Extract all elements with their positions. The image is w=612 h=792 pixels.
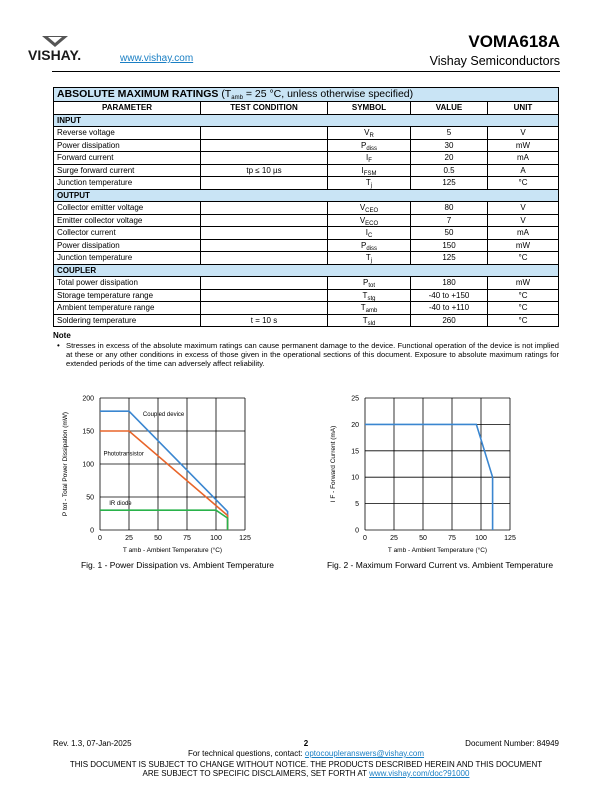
cell-symbol — [328, 277, 411, 290]
series-label: Phototransistor — [103, 451, 144, 458]
cell-unit: °C — [488, 252, 559, 265]
table-title-cond: (T — [221, 88, 232, 100]
x-axis-label: T amb - Ambient Temperature (°C) — [387, 547, 488, 554]
col-value: VALUE — [411, 102, 488, 115]
x-tick-label: 25 — [390, 535, 398, 542]
cell-value: 80 — [411, 202, 488, 215]
cell-value: -40 to +150 — [411, 289, 488, 302]
symbol-main: T — [365, 253, 371, 263]
note-heading: Note — [53, 331, 71, 340]
y-tick-label: 20 — [351, 421, 359, 429]
cell-symbol — [328, 152, 411, 165]
symbol-subscript: C — [367, 233, 373, 240]
col-symbol: SYMBOL — [328, 102, 411, 115]
section-label: COUPLER — [54, 264, 559, 277]
x-tick-label: 100 — [210, 535, 222, 542]
fig2-forward-current-chart — [320, 390, 560, 555]
cell-symbol — [328, 164, 411, 177]
section-label: OUTPUT — [54, 189, 559, 202]
symbol-subscript: CEO — [365, 208, 379, 215]
document-number: Document Number: 84949 — [465, 739, 559, 748]
cell-unit: °C — [488, 314, 559, 327]
table-row — [54, 277, 559, 290]
vishay-logo — [28, 36, 114, 66]
cell-unit: mW — [488, 139, 559, 152]
cell-unit: A — [488, 164, 559, 177]
symbol-main: T — [362, 315, 368, 325]
note-text: Stresses in excess of the absolute maximum ratings can cause permanent damage to the device. Functional operation of the device is not implied at these or any other conditions in excess of those given in the operational sections of this document. Exposure to absolute maximum ratings for extended periods of the time can adversely affect reliability. — [66, 341, 559, 368]
table-title-rest: = 25 °C, unless otherwise specified) — [242, 88, 414, 100]
col-test-condition: TEST CONDITION — [201, 102, 328, 115]
col-unit: UNIT — [488, 102, 559, 115]
table-row — [54, 227, 559, 240]
fig1-power-dissipation-chart — [55, 390, 300, 555]
symbol-main: I — [365, 228, 368, 238]
table-row — [54, 289, 559, 302]
symbol-subscript: F — [368, 158, 372, 165]
symbol-subscript: FSM — [363, 170, 377, 177]
y-tick-label: 50 — [86, 494, 94, 502]
y-axis-label: P tot - Total Power Dissipation (mW) — [62, 411, 69, 517]
cell-condition — [201, 177, 328, 190]
symbol-subscript: ECO — [365, 220, 379, 227]
cell-condition — [201, 214, 328, 227]
cell-value: 5 — [411, 127, 488, 140]
fig1-caption: Fig. 1 - Power Dissipation vs. Ambient Temperature — [80, 560, 275, 570]
cell-symbol — [328, 252, 411, 265]
symbol-main: T — [360, 303, 366, 313]
symbol-subscript: diss — [366, 145, 377, 152]
symbol-subscript: j — [370, 183, 373, 190]
symbol-main: P — [362, 278, 369, 288]
cell-condition — [201, 139, 328, 152]
section-label: INPUT — [54, 114, 559, 127]
y-tick-label: 5 — [355, 501, 359, 509]
x-tick-label: 75 — [448, 535, 456, 542]
cell-value: 0.5 — [411, 164, 488, 177]
cell-symbol — [328, 202, 411, 215]
technical-contact — [0, 749, 612, 758]
series-label: IR diode — [109, 500, 132, 507]
cell-parameter: Ambient temperature range — [54, 302, 201, 315]
disclaimer-line-1: THIS DOCUMENT IS SUBJECT TO CHANGE WITHOUT NOTICE. THE PRODUCTS DESCRIBED HEREIN AND THIS DOCUMENT — [69, 760, 543, 769]
cell-parameter: Power dissipation — [54, 239, 201, 252]
table-row — [54, 164, 559, 177]
cell-parameter: Junction temperature — [54, 252, 201, 265]
cell-symbol — [328, 139, 411, 152]
cell-condition — [201, 277, 328, 290]
series-line — [100, 411, 228, 530]
symbol-main: V — [359, 215, 366, 225]
cell-parameter: Power dissipation — [54, 139, 201, 152]
cell-condition — [201, 227, 328, 240]
logo-text: VISHAY. — [28, 47, 82, 63]
cell-symbol — [328, 127, 411, 140]
x-axis-label: T amb - Ambient Temperature (°C) — [122, 547, 223, 554]
cell-parameter: Collector current — [54, 227, 201, 240]
cell-symbol — [328, 177, 411, 190]
cell-condition — [201, 152, 328, 165]
y-tick-label: 200 — [82, 395, 94, 403]
table-row — [54, 252, 559, 265]
cell-value: -40 to +110 — [411, 302, 488, 315]
y-tick-label: 150 — [82, 428, 94, 436]
table-row — [54, 202, 559, 215]
section-row — [54, 114, 559, 127]
cell-symbol — [328, 214, 411, 227]
symbol-main: V — [359, 203, 366, 213]
table-row — [54, 127, 559, 140]
symbol-subscript: stg — [367, 295, 376, 302]
cell-value: 50 — [411, 227, 488, 240]
table-row — [54, 177, 559, 190]
cell-parameter: Junction temperature — [54, 177, 201, 190]
cell-symbol — [328, 239, 411, 252]
table-title — [54, 88, 559, 102]
table-row — [54, 214, 559, 227]
y-tick-label: 10 — [351, 474, 359, 482]
cell-value: 180 — [411, 277, 488, 290]
cell-condition: tp ≤ 10 µs — [201, 164, 328, 177]
cell-parameter: Forward current — [54, 152, 201, 165]
symbol-subscript: j — [370, 258, 373, 265]
x-tick-label: 100 — [475, 535, 487, 542]
cell-unit: mA — [488, 152, 559, 165]
cell-value: 7 — [411, 214, 488, 227]
cell-condition — [201, 302, 328, 315]
series-line — [100, 510, 228, 530]
vishay-url-link[interactable]: www.vishay.com — [120, 53, 194, 64]
cell-unit: V — [488, 214, 559, 227]
y-tick-label: 25 — [351, 395, 359, 403]
symbol-subscript: tot — [368, 283, 375, 290]
cell-unit: mW — [488, 239, 559, 252]
cell-value: 125 — [411, 177, 488, 190]
y-tick-label: 0 — [355, 527, 359, 535]
y-axis-label: I F - Forward Current (mA) — [330, 425, 337, 503]
cell-symbol — [328, 314, 411, 327]
cell-parameter: Emitter collector voltage — [54, 214, 201, 227]
symbol-subscript: amb — [365, 308, 378, 315]
table-title-bold: ABSOLUTE MAXIMUM RATINGS — [57, 88, 219, 100]
cell-parameter: Storage temperature range — [54, 289, 201, 302]
section-row — [54, 264, 559, 277]
disclaimer-link[interactable]: www.vishay.com/doc?91000 — [369, 769, 470, 778]
x-tick-label: 0 — [98, 535, 102, 542]
y-tick-label: 15 — [351, 448, 359, 456]
company-subtitle: Vishay Semiconductors — [429, 54, 560, 68]
x-tick-label: 50 — [154, 535, 162, 542]
x-tick-label: 0 — [363, 535, 367, 542]
symbol-main: V — [364, 128, 370, 138]
cell-condition: t = 10 s — [201, 314, 328, 327]
cell-symbol — [328, 289, 411, 302]
disclaimer-line-2 — [0, 769, 612, 778]
cell-unit: V — [488, 202, 559, 215]
table-row — [54, 314, 559, 327]
header-divider — [52, 71, 560, 72]
absolute-maximum-ratings-table — [53, 87, 559, 327]
symbol-subscript: sld — [367, 320, 376, 327]
cell-symbol — [328, 302, 411, 315]
symbol-main: P — [360, 240, 367, 250]
cell-value: 260 — [411, 314, 488, 327]
x-tick-label: 125 — [504, 535, 516, 542]
cell-condition — [201, 127, 328, 140]
x-tick-label: 50 — [419, 535, 427, 542]
x-tick-label: 75 — [183, 535, 191, 542]
y-tick-label: 100 — [82, 461, 94, 469]
cell-condition — [201, 252, 328, 265]
cell-parameter: Total power dissipation — [54, 277, 201, 290]
disc2-prefix: ARE SUBJECT TO SPECIFIC DISCLAIMERS, SET FORTH AT — [142, 769, 370, 778]
cell-unit: V — [488, 127, 559, 140]
symbol-main: P — [360, 140, 367, 150]
x-tick-label: 25 — [125, 535, 133, 542]
symbol-subscript: diss — [366, 245, 377, 252]
page-number: 2 — [303, 739, 309, 748]
cell-symbol — [328, 227, 411, 240]
revision: Rev. 1.3, 07-Jan-2025 — [53, 739, 132, 748]
cell-parameter: Collector emitter voltage — [54, 202, 201, 215]
cell-unit: °C — [488, 302, 559, 315]
cell-unit: °C — [488, 177, 559, 190]
symbol-main: T — [365, 178, 371, 188]
symbol-main: I — [366, 153, 369, 163]
cell-unit: mW — [488, 277, 559, 290]
table-row — [54, 152, 559, 165]
note-bullet: • — [57, 341, 60, 350]
x-tick-label: 125 — [239, 535, 251, 542]
fig2-caption: Fig. 2 - Maximum Forward Current vs. Ambient Temperature — [326, 560, 554, 570]
table-title-sub: amb — [231, 95, 243, 101]
tech-prefix: For technical questions, contact: — [187, 749, 305, 758]
tech-email-link[interactable]: optocoupleranswers@vishay.com — [304, 749, 425, 758]
cell-condition — [201, 239, 328, 252]
part-number-title: VOMA618A — [468, 32, 560, 51]
symbol-subscript: R — [369, 133, 374, 140]
table-row — [54, 239, 559, 252]
section-row — [54, 189, 559, 202]
cell-parameter: Surge forward current — [54, 164, 201, 177]
cell-value: 125 — [411, 252, 488, 265]
table-row — [54, 139, 559, 152]
cell-parameter: Reverse voltage — [54, 127, 201, 140]
cell-unit: mA — [488, 227, 559, 240]
symbol-main: T — [362, 290, 368, 300]
cell-condition — [201, 202, 328, 215]
symbol-main: I — [361, 165, 364, 175]
cell-value: 150 — [411, 239, 488, 252]
cell-parameter: Soldering temperature — [54, 314, 201, 327]
series-label: Coupled device — [142, 411, 185, 418]
cell-value: 30 — [411, 139, 488, 152]
cell-unit: °C — [488, 289, 559, 302]
y-tick-label: 0 — [90, 527, 94, 535]
col-parameter: PARAMETER — [54, 102, 201, 115]
cell-value: 20 — [411, 152, 488, 165]
cell-condition — [201, 289, 328, 302]
table-row — [54, 302, 559, 315]
